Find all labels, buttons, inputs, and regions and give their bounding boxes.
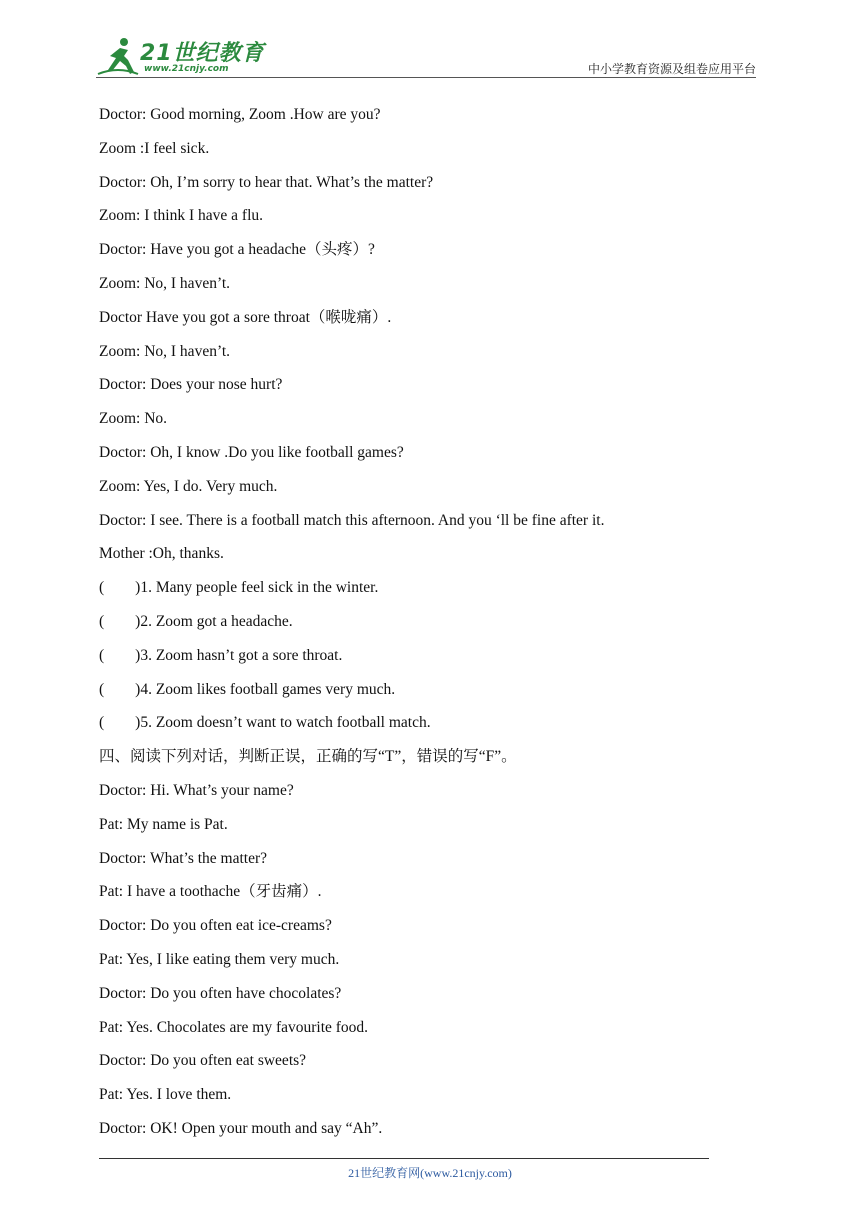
dialogue-line: Doctor: I see. There is a football match this afternoon. And you ‘ll be fine after it. (99, 511, 605, 529)
footer-divider (99, 1158, 709, 1159)
dialogue-line: Pat: Yes. Chocolates are my favourite food. (99, 1018, 369, 1036)
dialogue-line: Doctor: Good morning, Zoom .How are you? (99, 106, 381, 123)
question-item: ( )4. Zoom likes football games very much. (99, 680, 396, 698)
dialogue-line: Doctor: OK! Open your mouth and say “Ah”. (99, 1119, 383, 1137)
runner-logo-icon (96, 34, 140, 78)
dialogue-line: Doctor: Oh, I’m sorry to hear that. What’s the matter? (99, 173, 434, 191)
footer-text: 21世纪教育网(www.21cnjy.com) (348, 1166, 512, 1180)
question-item: ( )3. Zoom hasn’t got a sore throat. (99, 646, 343, 664)
question-item: ( )5. Zoom doesn’t want to watch football match. (99, 714, 431, 732)
dialogue-line: Zoom: I think I have a flu. (99, 207, 263, 225)
dialogue-line: Doctor: Does your nose hurt? (99, 376, 283, 394)
logo-text: 21世纪教育 (140, 41, 265, 66)
dialogue-line: Zoom: No. (99, 410, 168, 428)
page-header (96, 30, 756, 78)
dialogue-line: Doctor: Do you often eat ice-creams? (99, 917, 332, 935)
dialogue-line: Zoom: Yes, I do. Very much. (99, 477, 278, 495)
dialogue-line: Pat: Yes. I love them. (99, 1086, 232, 1104)
dialogue-line: Doctor Have you got a sore throat（喉咙痛）. (99, 308, 392, 326)
header-platform-text: 中小学教育资源及组卷应用平台 (587, 62, 756, 76)
document-body (99, 100, 739, 1148)
question-item: ( )1. Many people feel sick in the winter. (99, 579, 379, 597)
dialogue-line: Pat: I have a toothache（牙齿痛）. (99, 883, 322, 901)
dialogue-line: Zoom: No, I haven’t. (99, 342, 231, 360)
dialogue-line: Pat: My name is Pat. (99, 815, 228, 833)
section-title: 四、阅读下列对话，判断正误，正确的写“T”，错误的写“F”。 (99, 748, 517, 766)
dialogue-line: Doctor: Have you got a headache（头疼）? (99, 241, 375, 259)
dialogue-line: Pat: Yes, I like eating them very much. (99, 950, 340, 968)
dialogue-line: Doctor: Hi. What’s your name? (99, 781, 294, 799)
dialogue-line: Doctor: Do you often have chocolates? (99, 984, 342, 1002)
dialogue-line: Doctor: Do you often eat sweets? (99, 1052, 307, 1070)
dialogue-line: Doctor: Oh, I know .Do you like football games? (99, 443, 404, 461)
logo (96, 34, 266, 78)
dialogue-line: Zoom: No, I haven’t. (99, 274, 231, 292)
header-divider (96, 77, 756, 78)
question-item: ( )2. Zoom got a headache. (99, 612, 293, 630)
dialogue-line: Zoom :I feel sick. (99, 139, 210, 157)
logo-url: www.21cnjy.com (144, 64, 229, 74)
dialogue-line: Mother :Oh, thanks. (99, 545, 224, 563)
dialogue-line: Doctor: What’s the matter? (99, 849, 268, 867)
